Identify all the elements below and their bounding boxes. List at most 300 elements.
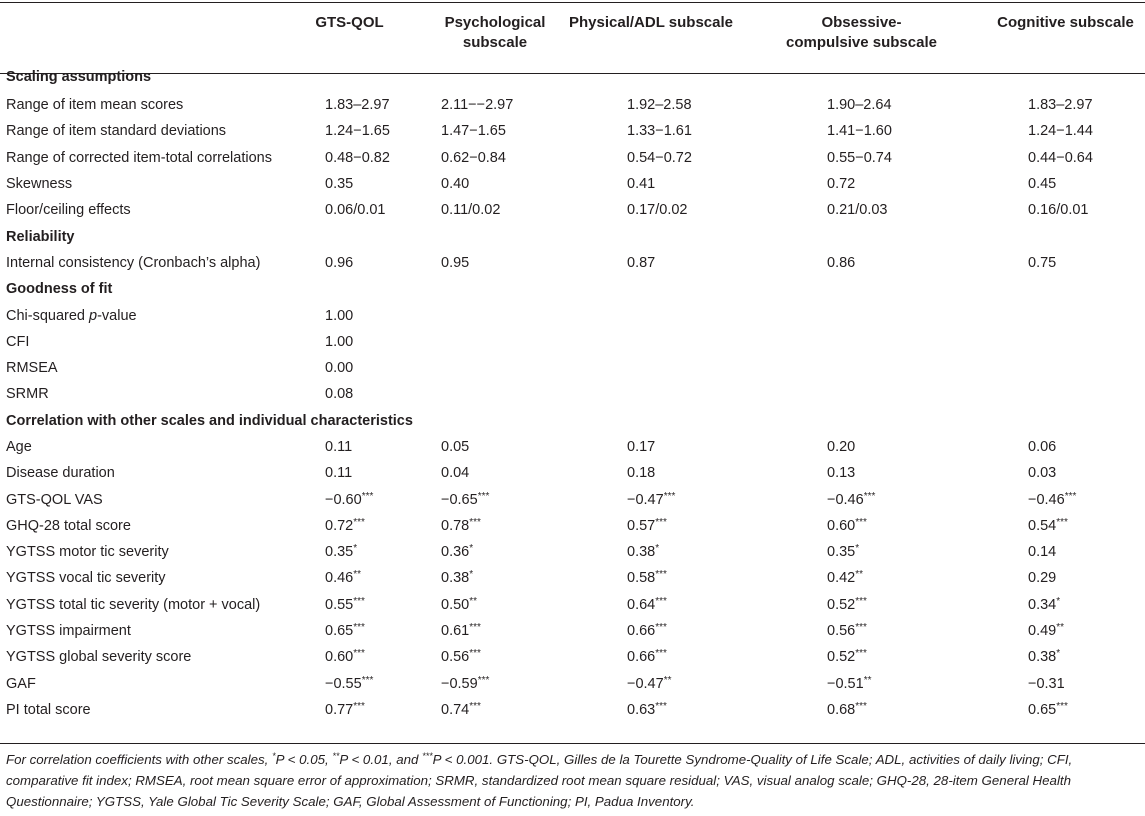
row-label-tail: -value	[97, 307, 137, 324]
value-number: 1.90–2.64	[827, 97, 892, 114]
value-number: 0.72	[827, 176, 856, 193]
table-body	[0, 58, 1145, 723]
value-cell	[296, 539, 433, 565]
value-cell	[962, 618, 1145, 644]
value-cell	[765, 250, 962, 276]
value-cell	[567, 92, 765, 118]
value-number: 0.05	[441, 439, 470, 455]
row-label-italic: p	[89, 307, 98, 324]
significance-mark: ***	[353, 622, 365, 634]
value-cell	[962, 513, 1145, 539]
value-number: 0.13	[827, 465, 856, 482]
footnote-sig-text: P < 0.01, and	[339, 752, 423, 767]
value-number: 0.38	[627, 544, 656, 561]
value-cell	[296, 381, 433, 407]
value-cell	[296, 618, 433, 644]
section-row	[0, 58, 1145, 92]
table-row	[0, 592, 1145, 618]
table-row	[0, 434, 1145, 460]
section-title: Correlation with other scales and individual characteristics	[6, 412, 413, 429]
value-number: 0.68	[827, 701, 856, 718]
value-number: −0.46	[827, 491, 864, 508]
value-cell	[433, 592, 567, 618]
significance-mark: ***	[655, 648, 667, 660]
value-number: 0.60	[827, 517, 856, 534]
value-number: 0.66	[627, 623, 656, 640]
significance-mark: ***	[1064, 490, 1077, 502]
footnote-sig-mark: **	[332, 751, 340, 761]
row-label	[0, 644, 296, 670]
header-row	[0, 0, 1145, 58]
value-number: 0.96	[325, 254, 354, 271]
value-cell	[765, 671, 962, 697]
row-label	[0, 565, 296, 591]
significance-mark: ***	[663, 490, 676, 502]
value-number: 0.21/0.03	[827, 202, 888, 219]
value-number: 0.60	[325, 649, 354, 666]
value-number: 0.61	[441, 623, 470, 640]
value-number: 0.46	[325, 570, 354, 587]
value-cell	[296, 145, 433, 171]
value-number: 0.50	[441, 596, 470, 613]
row-label-text: GTS-QOL VAS	[6, 491, 103, 508]
value-number: 0.54	[1028, 517, 1057, 534]
value-cell	[433, 381, 567, 407]
footnote-sig-text: P < 0.05,	[275, 752, 333, 767]
value-cell	[765, 644, 962, 670]
value-number: 0.86	[827, 254, 856, 271]
value-cell	[962, 145, 1145, 171]
value-cell	[567, 460, 765, 486]
value-number: −0.46	[1028, 491, 1065, 508]
value-cell	[765, 460, 962, 486]
significance-mark: **	[663, 674, 672, 686]
significance-mark: ***	[655, 700, 667, 712]
value-cell	[296, 697, 433, 723]
value-number: 1.33−1.61	[627, 123, 692, 140]
row-label-text: Range of item standard deviations	[6, 123, 227, 140]
value-number: 0.56	[827, 623, 856, 640]
value-cell	[962, 250, 1145, 276]
value-cell	[433, 539, 567, 565]
value-number: 0.48−0.82	[325, 149, 390, 166]
value-number: 0.75	[1028, 254, 1057, 271]
value-cell	[765, 434, 962, 460]
value-number: 0.16/0.01	[1028, 202, 1089, 219]
row-label	[0, 197, 296, 223]
row-label	[0, 618, 296, 644]
significance-mark: ***	[855, 595, 867, 607]
value-cell	[765, 302, 962, 328]
value-number: 0.95	[441, 254, 470, 271]
value-cell	[765, 565, 962, 591]
significance-mark: **	[1056, 622, 1065, 634]
significance-mark: ***	[855, 516, 867, 528]
value-number: 1.00	[325, 307, 354, 324]
value-number: 0.04	[441, 465, 470, 482]
value-cell	[296, 486, 433, 512]
table-row	[0, 118, 1145, 144]
value-number: 0.00	[325, 360, 354, 377]
row-label-text: GAF	[6, 675, 36, 692]
value-cell	[296, 118, 433, 144]
value-number: 0.77	[325, 701, 354, 718]
row-label-text: SRMR	[6, 386, 49, 403]
table-row	[0, 644, 1145, 670]
value-cell	[433, 329, 567, 355]
value-cell	[433, 486, 567, 512]
significance-mark: *	[655, 543, 660, 555]
value-cell	[962, 171, 1145, 197]
value-number: 1.92–2.58	[627, 97, 692, 114]
value-cell	[567, 513, 765, 539]
value-cell	[765, 513, 962, 539]
value-cell	[567, 644, 765, 670]
significance-mark: ***	[361, 674, 374, 686]
row-label-text: YGTSS global severity score	[6, 649, 192, 666]
row-label	[0, 697, 296, 723]
row-label-text: YGTSS motor tic severity	[6, 544, 169, 561]
row-label-text: GHQ-28 total score	[6, 517, 131, 534]
section-row	[0, 408, 1145, 434]
significance-mark: ***	[655, 595, 667, 607]
significance-mark: ***	[353, 648, 365, 660]
value-number: 0.41	[627, 176, 656, 193]
row-label-text: Floor/ceiling effects	[6, 202, 131, 219]
row-label-text: Range of corrected item-total correlations	[6, 149, 272, 166]
value-cell	[567, 671, 765, 697]
value-cell	[296, 644, 433, 670]
significance-mark: **	[353, 569, 362, 581]
value-number: 0.57	[627, 517, 656, 534]
value-number: 0.29	[1028, 570, 1057, 587]
table-row	[0, 486, 1145, 512]
value-cell	[765, 592, 962, 618]
value-cell	[433, 460, 567, 486]
table-row	[0, 355, 1145, 381]
value-number: 0.72	[325, 517, 354, 534]
value-number: 0.06	[1028, 439, 1057, 455]
significance-mark: ***	[655, 622, 667, 634]
value-cell	[567, 618, 765, 644]
value-cell	[433, 250, 567, 276]
value-cell	[765, 171, 962, 197]
value-number: 0.74	[441, 701, 470, 718]
value-number: −0.47	[627, 675, 664, 692]
significance-mark: ***	[477, 490, 490, 502]
value-cell	[962, 486, 1145, 512]
value-number: −0.59	[441, 675, 478, 692]
significance-mark: ***	[1056, 700, 1068, 712]
value-number: 0.34	[1028, 596, 1057, 613]
value-cell	[962, 592, 1145, 618]
value-cell	[296, 250, 433, 276]
value-number: 0.78	[441, 517, 470, 534]
value-number: 0.63	[627, 701, 656, 718]
value-cell	[296, 434, 433, 460]
row-label-text: Skewness	[6, 176, 73, 193]
table-row	[0, 197, 1145, 223]
value-cell	[296, 302, 433, 328]
row-label	[0, 486, 296, 512]
value-cell	[433, 118, 567, 144]
value-cell	[433, 644, 567, 670]
value-number: 0.44−0.64	[1028, 149, 1093, 166]
table-row	[0, 329, 1145, 355]
row-label	[0, 92, 296, 118]
row-label	[0, 355, 296, 381]
value-cell	[433, 671, 567, 697]
value-cell	[296, 513, 433, 539]
value-cell	[433, 197, 567, 223]
row-label	[0, 145, 296, 171]
value-cell	[962, 565, 1145, 591]
significance-mark: ***	[469, 622, 481, 634]
value-cell	[296, 592, 433, 618]
value-number: 0.11/0.02	[441, 202, 501, 219]
value-cell	[962, 644, 1145, 670]
significance-mark: ***	[1056, 516, 1068, 528]
value-number: 0.45	[1028, 176, 1057, 193]
section-title: Reliability	[6, 228, 75, 245]
table-row	[0, 460, 1145, 486]
value-cell	[765, 539, 962, 565]
value-cell	[433, 618, 567, 644]
row-label-text: YGTSS vocal tic severity	[6, 570, 166, 587]
footnote-sig-mark: ***	[422, 751, 433, 761]
value-cell	[567, 539, 765, 565]
value-cell	[567, 329, 765, 355]
value-cell	[567, 197, 765, 223]
value-cell	[567, 145, 765, 171]
value-number: 0.03	[1028, 465, 1057, 482]
value-cell	[567, 171, 765, 197]
header-cell: Psychological subscale	[444, 14, 546, 51]
value-cell	[765, 355, 962, 381]
value-cell	[567, 302, 765, 328]
value-number: 0.11	[325, 465, 353, 482]
value-number: 0.35	[325, 176, 354, 193]
value-number: −0.55	[325, 675, 362, 692]
value-number: 0.38	[1028, 649, 1057, 666]
value-cell	[433, 697, 567, 723]
value-cell	[433, 145, 567, 171]
header-cell: Cognitive subscale	[997, 14, 1134, 31]
table-row	[0, 513, 1145, 539]
significance-mark: *	[855, 543, 860, 555]
row-label	[0, 539, 296, 565]
value-cell	[765, 197, 962, 223]
section-title: Scaling assumptions	[6, 69, 152, 85]
table-row	[0, 171, 1145, 197]
value-number: 0.65	[325, 623, 354, 640]
footnote-sig-text: P < 0.001.	[432, 752, 497, 767]
value-cell	[962, 460, 1145, 486]
value-cell	[433, 171, 567, 197]
value-cell	[296, 355, 433, 381]
value-number: 1.41−1.60	[827, 123, 892, 140]
value-number: 0.35	[325, 544, 354, 561]
significance-mark: ***	[855, 648, 867, 660]
significance-mark: ***	[863, 490, 876, 502]
value-number: −0.51	[827, 675, 864, 692]
value-number: −0.60	[325, 491, 362, 508]
row-label	[0, 381, 296, 407]
value-cell	[765, 92, 962, 118]
value-cell	[962, 329, 1145, 355]
value-number: 0.06/0.01	[325, 202, 386, 219]
value-cell	[962, 302, 1145, 328]
header-cell	[0, 0, 296, 58]
value-number: 0.40	[441, 176, 470, 193]
value-number: 0.58	[627, 570, 656, 587]
value-number: 0.64	[627, 596, 656, 613]
value-number: 1.24−1.44	[1028, 123, 1093, 140]
bottom-rule	[0, 743, 1145, 744]
significance-mark: *	[1056, 595, 1061, 607]
significance-mark: *	[353, 543, 358, 555]
value-cell	[962, 539, 1145, 565]
header-cell: Obsessive-compulsive subscale	[786, 14, 937, 51]
row-label-text: Internal consistency (Cronbach’s alpha)	[6, 254, 261, 271]
value-cell	[962, 381, 1145, 407]
table-row	[0, 697, 1145, 723]
significance-mark: ***	[855, 700, 867, 712]
value-number: 0.62−0.84	[441, 149, 506, 166]
value-number: 0.56	[441, 649, 470, 666]
footnote-intro: For correlation coefficients with other scales,	[6, 752, 273, 767]
significance-mark: *	[469, 569, 474, 581]
value-cell	[433, 434, 567, 460]
value-cell	[765, 329, 962, 355]
value-cell	[296, 565, 433, 591]
row-label-text: PI total score	[6, 701, 91, 718]
value-number: 0.66	[627, 649, 656, 666]
value-cell	[296, 92, 433, 118]
row-label-text: YGTSS impairment	[6, 623, 131, 640]
value-number: 0.14	[1028, 544, 1057, 561]
value-cell	[962, 697, 1145, 723]
value-cell	[567, 592, 765, 618]
table-header	[0, 0, 1145, 58]
value-number: −0.31	[1028, 675, 1065, 692]
section-row	[0, 276, 1145, 302]
value-number: 0.36	[441, 544, 470, 561]
row-label-text: CFI	[6, 333, 30, 350]
significance-mark: ***	[353, 516, 365, 528]
significance-mark: ***	[353, 595, 365, 607]
value-number: −0.47	[627, 491, 664, 508]
header-cell: GTS-QOL	[315, 14, 384, 31]
significance-mark: ***	[469, 648, 481, 660]
significance-mark: **	[855, 569, 864, 581]
value-number: 1.83–2.97	[1028, 97, 1093, 114]
value-cell	[962, 197, 1145, 223]
value-cell	[296, 171, 433, 197]
value-number: −0.65	[441, 491, 478, 508]
significance-mark: *	[1056, 648, 1061, 660]
row-label	[0, 250, 296, 276]
value-cell	[296, 460, 433, 486]
table-footnote	[6, 749, 1141, 812]
row-label-text: Age	[6, 439, 32, 455]
value-number: 0.42	[827, 570, 856, 587]
value-cell	[567, 697, 765, 723]
value-number: 0.08	[325, 386, 354, 403]
significance-mark: ***	[655, 516, 667, 528]
significance-mark: ***	[353, 700, 365, 712]
significance-mark: ***	[655, 569, 667, 581]
table-row	[0, 92, 1145, 118]
value-cell	[433, 302, 567, 328]
significance-mark: ***	[469, 516, 481, 528]
value-cell	[962, 355, 1145, 381]
value-cell	[433, 565, 567, 591]
footnote-abbreviations: GTS-QOL, Gilles de la Tourette Syndrome-Quality of Life Scale; ADL, activities of daily living; CFI, comparative fit index; RMSEA, root mean square error of approximation; SRMR, standardized root mean square residual; VAS, visual analog scale; GHQ-28, 28-item General Health Questionnaire; YGTSS, Yale Global Tic Severity Scale; GAF, Global Assessment of Functioning; PI, Padua Inventory.	[6, 752, 1073, 809]
header-cell: Physical/ADL subscale	[569, 14, 733, 31]
table-row	[0, 671, 1145, 697]
row-label-text: YGTSS total tic severity (motor + vocal)	[6, 596, 261, 613]
value-cell	[567, 118, 765, 144]
value-cell	[962, 92, 1145, 118]
value-cell	[567, 381, 765, 407]
value-number: 2.11−−2.97	[441, 97, 514, 114]
row-label	[0, 671, 296, 697]
row-label-text: Chi-squared	[6, 307, 90, 324]
row-label	[0, 302, 296, 328]
footnote-sig-mark: *	[272, 751, 276, 761]
value-number: 0.65	[1028, 701, 1057, 718]
value-number: 0.87	[627, 254, 656, 271]
value-cell	[567, 565, 765, 591]
row-label	[0, 118, 296, 144]
section-row	[0, 223, 1145, 249]
significance-mark: ***	[477, 674, 490, 686]
value-number: 0.38	[441, 570, 470, 587]
value-cell	[296, 671, 433, 697]
value-cell	[433, 92, 567, 118]
value-cell	[765, 381, 962, 407]
value-cell	[567, 250, 765, 276]
table-row	[0, 302, 1145, 328]
value-number: 0.52	[827, 649, 856, 666]
footnote-significance	[272, 752, 497, 767]
value-number: 0.20	[827, 439, 856, 455]
value-number: 1.83–2.97	[325, 97, 390, 114]
table-row	[0, 618, 1145, 644]
table-row	[0, 565, 1145, 591]
value-cell	[433, 513, 567, 539]
significance-mark: **	[469, 595, 478, 607]
value-number: 1.00	[325, 333, 354, 350]
value-number: 0.35	[827, 544, 856, 561]
value-cell	[765, 618, 962, 644]
value-cell	[765, 486, 962, 512]
value-number: 0.55−0.74	[827, 149, 892, 166]
value-cell	[296, 197, 433, 223]
value-number: 0.18	[627, 465, 656, 482]
value-number: 1.24−1.65	[325, 123, 390, 140]
value-cell	[765, 118, 962, 144]
table-row	[0, 539, 1145, 565]
value-cell	[765, 145, 962, 171]
row-label	[0, 592, 296, 618]
value-cell	[433, 355, 567, 381]
value-cell	[962, 434, 1145, 460]
row-label	[0, 460, 296, 486]
value-cell	[567, 355, 765, 381]
value-number: 0.17/0.02	[627, 202, 688, 219]
